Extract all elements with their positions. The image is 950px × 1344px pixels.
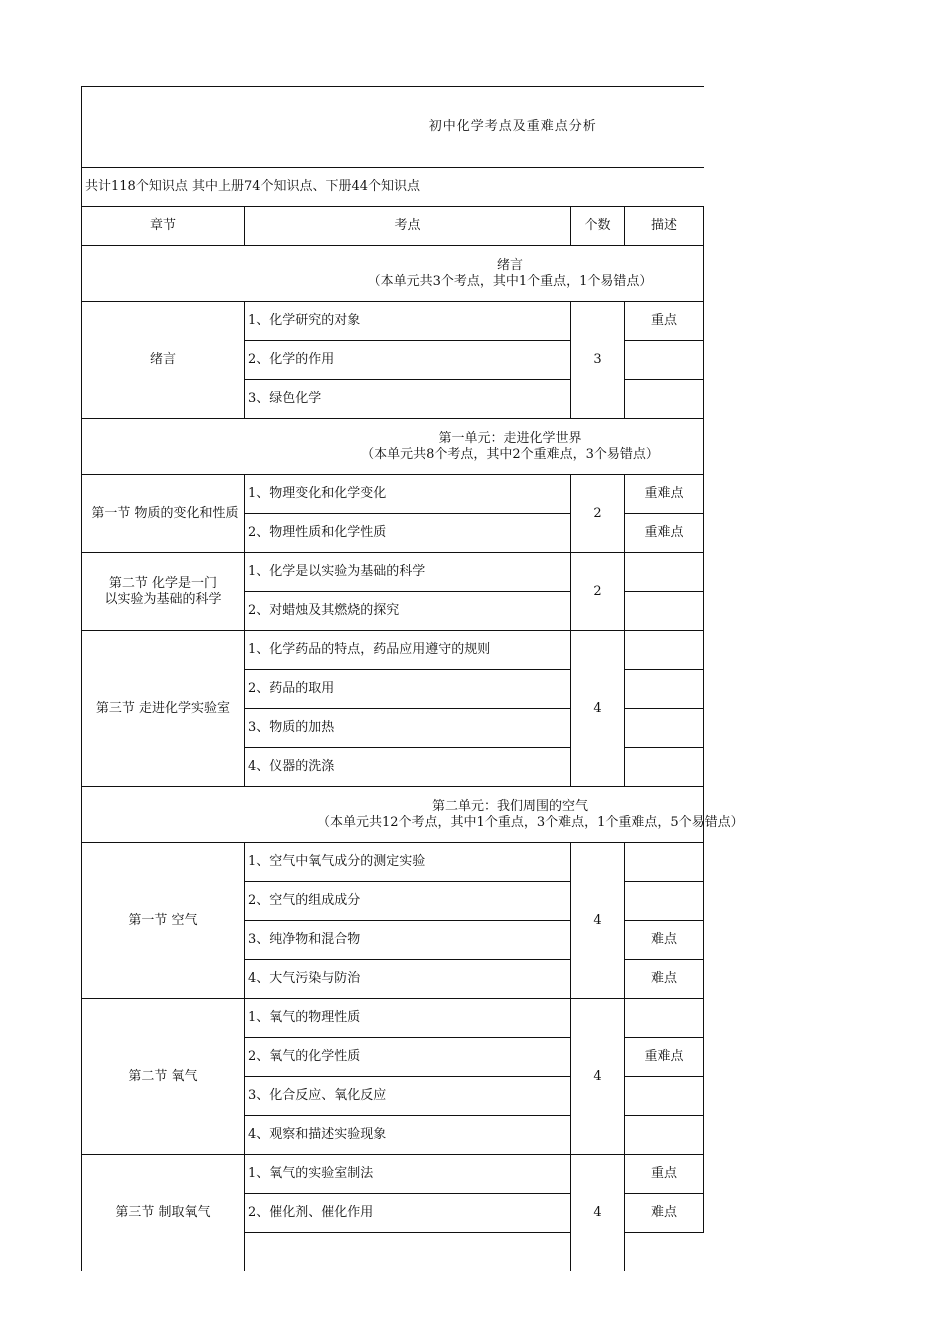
- point-cell: 1、化学研究的对象: [245, 302, 571, 341]
- table-row: [82, 553, 704, 592]
- point-cell: 2、催化剂、催化作用: [245, 1194, 571, 1233]
- unit-note: （本单元共8个考点，其中2个重难点，3个易错点）: [361, 446, 659, 462]
- table-row: [82, 999, 704, 1038]
- unit-note: （本单元共12个考点，其中1个重点，3个难点，1个重难点，5个易错点）: [317, 814, 744, 830]
- unit-row: [82, 246, 704, 302]
- count-cell: 4: [571, 843, 625, 999]
- desc-cell: [625, 1116, 704, 1155]
- unit-heading: [82, 419, 704, 475]
- desc-cell: [625, 1077, 704, 1116]
- desc-cell: [625, 631, 704, 670]
- desc-cell: [625, 553, 704, 592]
- desc-cell: 重难点: [625, 514, 704, 553]
- point-cell: 2、空气的组成成分: [245, 882, 571, 921]
- desc-cell: 重难点: [625, 475, 704, 514]
- point-cell: 3、纯净物和混合物: [245, 921, 571, 960]
- page-title: 初中化学考点及重难点分析: [82, 87, 704, 168]
- unit-name: 第二单元：我们周围的空气: [432, 798, 589, 814]
- point-cell: 2、药品的取用: [245, 670, 571, 709]
- header-row: [82, 207, 704, 246]
- point-cell: 1、物理变化和化学变化: [245, 475, 571, 514]
- chapter-cell: 第三节 制取氧气: [82, 1155, 245, 1272]
- table-row: [82, 475, 704, 514]
- desc-cell: [625, 670, 704, 709]
- point-cell: 3、绿色化学: [245, 380, 571, 419]
- point-cell: 2、化学的作用: [245, 341, 571, 380]
- point-cell: 2、氧气的化学性质: [245, 1038, 571, 1077]
- header-desc: 描述: [625, 207, 704, 246]
- point-cell: 4、大气污染与防治: [245, 960, 571, 999]
- point-cell: 4、仪器的洗涤: [245, 748, 571, 787]
- desc-cell: 难点: [625, 921, 704, 960]
- count-cell: 2: [571, 553, 625, 631]
- table-row: [82, 843, 704, 882]
- desc-cell: 难点: [625, 1194, 704, 1233]
- point-cell: 4、观察和描述实验现象: [245, 1116, 571, 1155]
- desc-cell: [625, 882, 704, 921]
- unit-name: 第一单元：走进化学世界: [438, 430, 582, 446]
- chapter-cell: 第一节 空气: [82, 843, 245, 999]
- desc-cell: [625, 380, 704, 419]
- table-row: [82, 1155, 704, 1194]
- count-cell: 3: [571, 302, 625, 419]
- desc-cell: 重点: [625, 1155, 704, 1194]
- unit-row: [82, 787, 704, 843]
- point-cell: 1、氧气的实验室制法: [245, 1155, 571, 1194]
- desc-cell: 重点: [625, 302, 704, 341]
- chapter-label-line1: 第二节 化学是一门: [108, 575, 218, 591]
- desc-cell: [625, 341, 704, 380]
- blank-cell: [245, 1233, 571, 1272]
- knowledge-table: [81, 86, 744, 1271]
- point-cell: 2、物理性质和化学性质: [245, 514, 571, 553]
- chapter-cell: 第二节 氧气: [82, 999, 245, 1155]
- count-cell: 4: [571, 1155, 625, 1272]
- point-cell: 3、物质的加热: [245, 709, 571, 748]
- point-cell: 1、空气中氧气成分的测定实验: [245, 843, 571, 882]
- point-cell: 3、化合反应、氧化反应: [245, 1077, 571, 1116]
- chapter-cell: [82, 475, 245, 553]
- chapter-cell: [82, 553, 245, 631]
- chapter-cell: 第三节 走进化学实验室: [82, 631, 245, 787]
- chapter-label-line2: 以实验为基础的科学: [104, 591, 222, 607]
- table-row: [82, 631, 704, 670]
- desc-cell: 重难点: [625, 1038, 704, 1077]
- summary-text: 共计118个知识点 其中上册74个知识点、下册44个知识点: [82, 168, 704, 207]
- header-point: 考点: [245, 207, 571, 246]
- unit-note: （本单元共3个考点，其中1个重点，1个易错点）: [367, 273, 653, 289]
- point-cell: 1、氧气的物理性质: [245, 999, 571, 1038]
- count-cell: 4: [571, 999, 625, 1155]
- unit-row: [82, 419, 704, 475]
- unit-heading: [82, 787, 744, 843]
- point-cell: 1、化学药品的特点，药品应用遵守的规则: [245, 631, 571, 670]
- header-count: 个数: [571, 207, 625, 246]
- chapter-label: 第一节 物质的变化和性质: [91, 505, 239, 521]
- desc-cell: 难点: [625, 960, 704, 999]
- blank-cell: [625, 1233, 704, 1272]
- desc-cell: [625, 843, 704, 882]
- unit-heading: [82, 246, 704, 302]
- desc-cell: [625, 999, 704, 1038]
- desc-cell: [625, 709, 704, 748]
- point-cell: 2、对蜡烛及其燃烧的探究: [245, 592, 571, 631]
- desc-cell: [625, 592, 704, 631]
- count-cell: 4: [571, 631, 625, 787]
- point-cell: 1、化学是以实验为基础的科学: [245, 553, 571, 592]
- header-chapter: 章节: [82, 207, 245, 246]
- table-row: [82, 302, 704, 341]
- chapter-cell: 绪言: [82, 302, 245, 419]
- desc-cell: [625, 748, 704, 787]
- count-cell: 2: [571, 475, 625, 553]
- unit-name: 绪言: [497, 257, 524, 273]
